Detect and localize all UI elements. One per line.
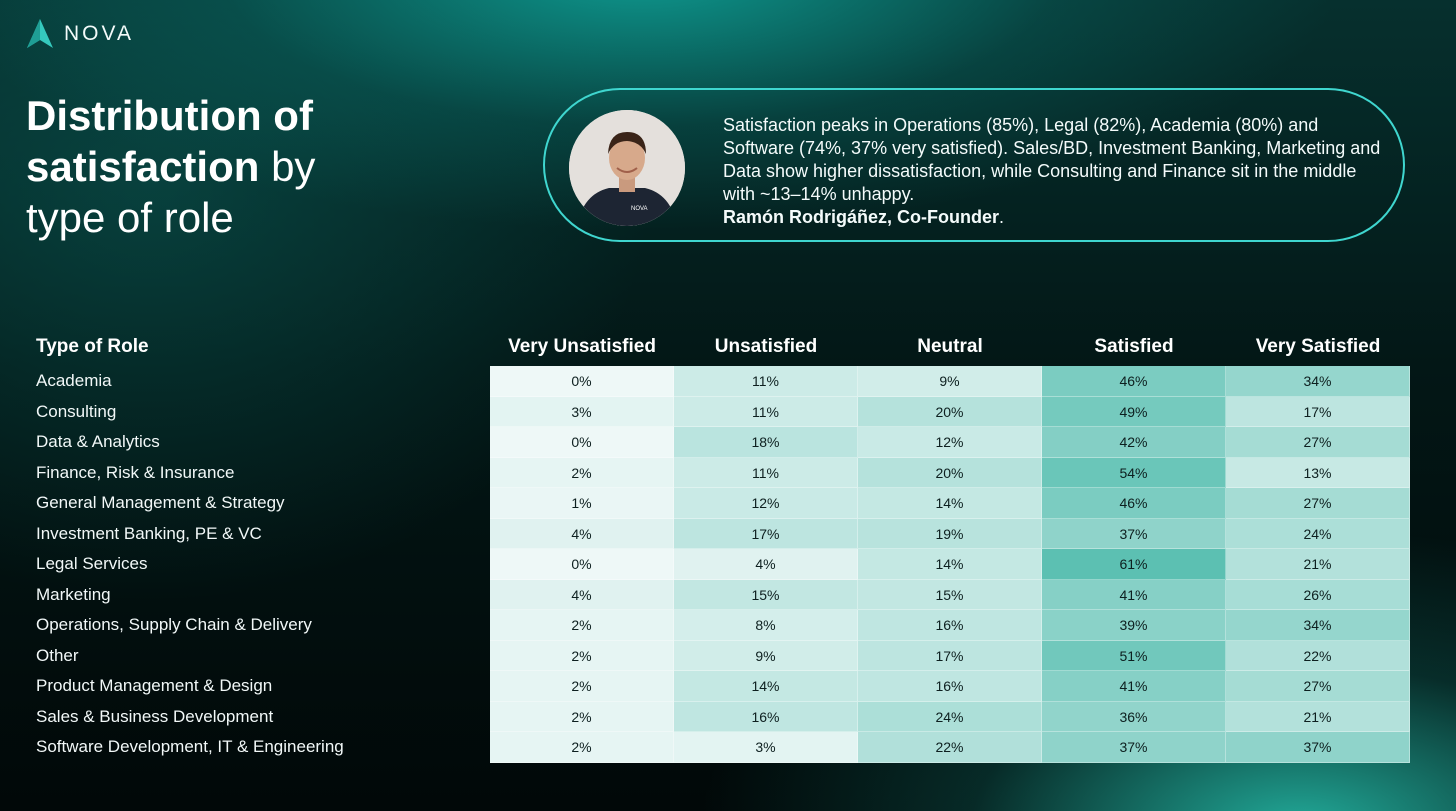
heatmap-cell: 14% xyxy=(674,671,858,702)
heatmap-cell: 12% xyxy=(674,488,858,519)
heatmap-cell: 41% xyxy=(1042,580,1226,611)
row-label-sales-business-development: Sales & Business Development xyxy=(36,706,274,726)
heatmap-cell: 17% xyxy=(674,519,858,550)
row-label-software-development-it-engineering: Software Development, IT & Engineering xyxy=(36,737,344,756)
heatmap-cell: 36% xyxy=(1042,702,1226,733)
heatmap-cell: 11% xyxy=(674,458,858,489)
row-label-legal-services: Legal Services xyxy=(36,554,148,573)
heatmap-cell: 19% xyxy=(858,519,1042,550)
heatmap-cell: 9% xyxy=(674,641,858,672)
column-header-very-unsatisfied: Very Unsatisfied xyxy=(508,336,656,357)
heatmap-cell: 54% xyxy=(1042,458,1226,489)
column-header-unsatisfied: Unsatisfied xyxy=(714,336,818,357)
heatmap-cell: 14% xyxy=(858,549,1042,580)
heatmap-cell: 18% xyxy=(674,427,858,458)
heatmap-cell: 2% xyxy=(490,610,674,641)
heatmap-cell: 22% xyxy=(858,732,1042,763)
heatmap-cell: 14% xyxy=(858,488,1042,519)
row-label-marketing: Marketing xyxy=(36,584,111,604)
heatmap-cell: 24% xyxy=(1226,519,1410,550)
row-label-consulting: Consulting xyxy=(36,401,117,421)
heatmap-cell: 20% xyxy=(858,397,1042,428)
quote-text xyxy=(723,114,1383,229)
heatmap-cell: 41% xyxy=(1042,671,1226,702)
heatmap-cell: 12% xyxy=(858,427,1042,458)
row-label-product-management-design: Product Management & Design xyxy=(36,676,273,695)
quote-author: Ramón Rodrigáñez, Co-Founder xyxy=(723,207,999,227)
avatar xyxy=(569,110,685,226)
heatmap-cell: 27% xyxy=(1226,671,1410,702)
heatmap-cell: 11% xyxy=(674,397,858,428)
heatmap-cell: 2% xyxy=(490,458,674,489)
heatmap-cell: 37% xyxy=(1042,732,1226,763)
heatmap-cell: 42% xyxy=(1042,427,1226,458)
heatmap-cell: 51% xyxy=(1042,641,1226,672)
row-label-academia: Academia xyxy=(36,371,112,390)
row-label-investment-banking-pe-vc: Investment Banking, PE & VC xyxy=(36,523,262,543)
column-header-very-satisfied: Very Satisfied xyxy=(1255,336,1381,357)
heatmap-cell: 16% xyxy=(858,610,1042,641)
heatmap-cell: 2% xyxy=(490,732,674,763)
page-title xyxy=(26,90,456,243)
column-header-neutral: Neutral xyxy=(917,336,983,357)
heatmap-cell: 2% xyxy=(490,641,674,672)
heatmap-cell: 0% xyxy=(490,549,674,580)
heatmap-cell: 27% xyxy=(1226,427,1410,458)
heatmap-cell: 39% xyxy=(1042,610,1226,641)
heatmap-cell: 46% xyxy=(1042,488,1226,519)
nova-logo xyxy=(26,18,134,50)
quote-callout xyxy=(543,88,1405,242)
heatmap-cell: 2% xyxy=(490,671,674,702)
heatmap-cell: 2% xyxy=(490,702,674,733)
heatmap-cell: 22% xyxy=(1226,641,1410,672)
heatmap-cell: 46% xyxy=(1042,366,1226,397)
shirt-logo: NOVA xyxy=(631,206,648,212)
title-light-2: type of role xyxy=(26,194,234,241)
heatmap-cell: 3% xyxy=(674,732,858,763)
row-header: Type of Role xyxy=(36,336,149,357)
row-label-data-analytics: Data & Analytics xyxy=(36,432,160,451)
heatmap-cell: 61% xyxy=(1042,549,1226,580)
heatmap-cell: 4% xyxy=(674,549,858,580)
column-header-satisfied: Satisfied xyxy=(1094,336,1174,357)
heatmap-cell: 4% xyxy=(490,519,674,550)
heatmap-cell: 37% xyxy=(1226,732,1410,763)
heatmap-cell: 20% xyxy=(858,458,1042,489)
heatmap-cell: 24% xyxy=(858,702,1042,733)
row-label-other: Other xyxy=(36,645,79,665)
heatmap-cell: 49% xyxy=(1042,397,1226,428)
heatmap-cell: 1% xyxy=(490,488,674,519)
heatmap-cell: 11% xyxy=(674,366,858,397)
heatmap-cell: 37% xyxy=(1042,519,1226,550)
quote-body: Satisfaction peaks in Operations (85%), Legal (82%), Academia (80%) and Software (74%, 37% very satisfied). Sales/BD, Investment Banking, Marketing and Data show higher dissatisfaction, while Consulting and Finance sit in the middle with ~13–14% unhappy. xyxy=(723,115,1381,204)
heatmap-cell: 16% xyxy=(674,702,858,733)
heatmap-cell: 17% xyxy=(858,641,1042,672)
heatmap-cell: 34% xyxy=(1226,366,1410,397)
heatmap-cell: 16% xyxy=(858,671,1042,702)
heatmap-cell: 3% xyxy=(490,397,674,428)
heatmap-cell: 34% xyxy=(1226,610,1410,641)
heatmap-cell: 27% xyxy=(1226,488,1410,519)
heatmap-cell: 13% xyxy=(1226,458,1410,489)
heatmap-cell: 4% xyxy=(490,580,674,611)
row-label-general-management-strategy: General Management & Strategy xyxy=(36,493,285,512)
heatmap-cell: 0% xyxy=(490,427,674,458)
heatmap-cell: 0% xyxy=(490,366,674,397)
heatmap-cell: 15% xyxy=(858,580,1042,611)
founder-photo xyxy=(569,110,685,226)
nova-mark-icon xyxy=(26,18,54,50)
heatmap-cell: 9% xyxy=(858,366,1042,397)
row-label-operations-supply-chain-delivery: Operations, Supply Chain & Delivery xyxy=(36,615,312,634)
logo-text: NOVA xyxy=(64,22,134,45)
heatmap-cell: 17% xyxy=(1226,397,1410,428)
row-label-finance-risk-insurance: Finance, Risk & Insurance xyxy=(36,462,235,482)
title-light-1: by xyxy=(259,143,316,190)
quote-author-suffix: . xyxy=(999,207,1005,227)
heatmap-cell: 21% xyxy=(1226,702,1410,733)
heatmap-cell: 8% xyxy=(674,610,858,641)
heatmap-cell: 21% xyxy=(1226,549,1410,580)
heatmap-cell: 26% xyxy=(1226,580,1410,611)
title-bold: Distribution of satisfaction xyxy=(26,92,313,190)
heatmap-cell: 15% xyxy=(674,580,858,611)
